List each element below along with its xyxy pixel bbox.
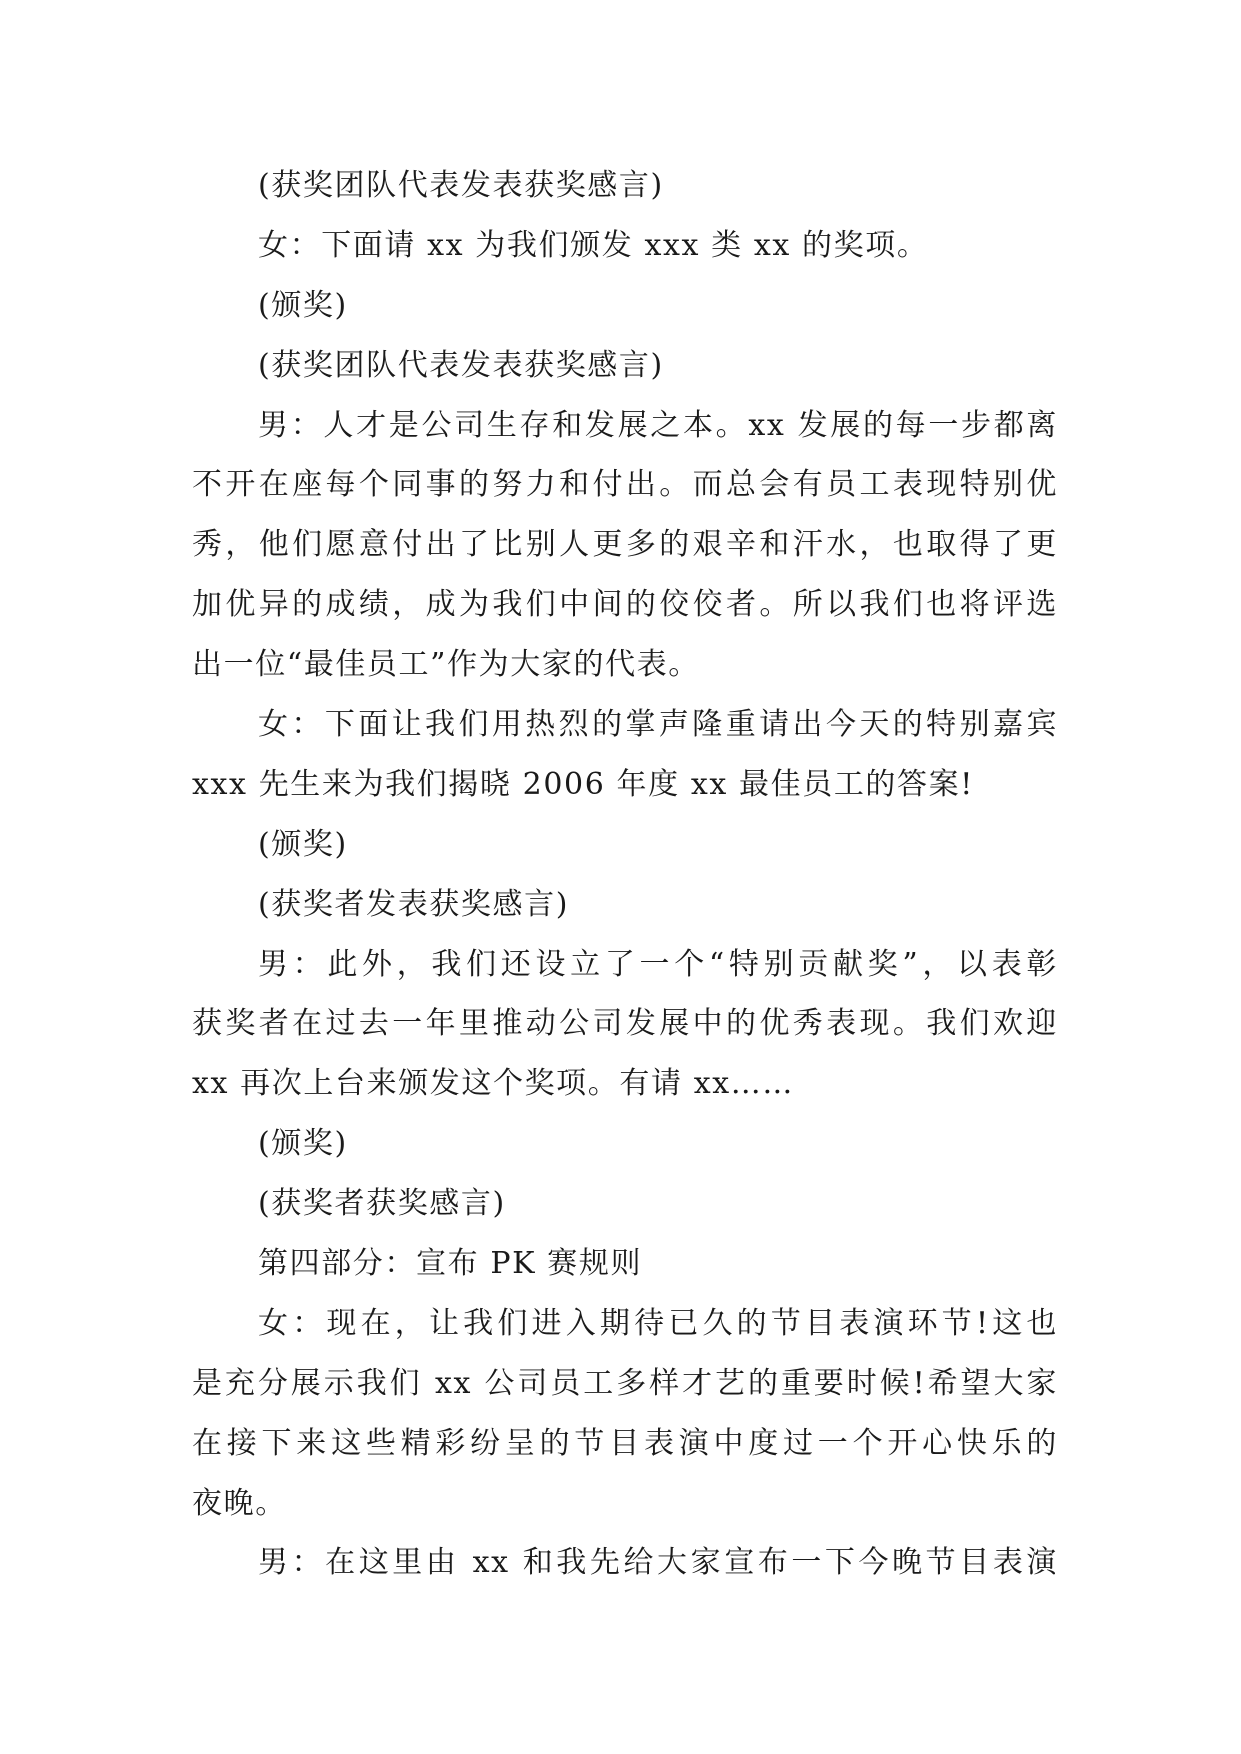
text-line-paragraph-end: 出一位“最佳员工”作为大家的代表。	[192, 647, 700, 683]
section-heading: 第四部分：宣布 PK 赛规则	[258, 1246, 643, 1282]
text-line-paragraph-end: xxx 先生来为我们揭晓 2006 年度 xx 最佳员工的答案!	[192, 766, 974, 802]
text-line-paragraph: 在接下来这些精彩纷呈的节目表演中度过一个开心快乐的	[192, 1425, 1058, 1461]
text-line-paragraph: 不开在座每个同事的努力和付出。而总会有员工表现特别优	[192, 467, 1058, 503]
text-line-paragraph: 是充分展示我们 xx 公司员工多样才艺的重要时候!希望大家	[192, 1365, 1058, 1401]
text-line-winner-speech: (获奖者发表获奖感言)	[258, 886, 570, 922]
text-line-paragraph: 获奖者在过去一年里推动公司发展中的优秀表现。我们欢迎	[192, 1006, 1058, 1042]
text-line-award-ceremony: (颁奖)	[258, 826, 348, 862]
text-line-award-team-speech: (获奖团队代表发表获奖感言)	[258, 347, 664, 383]
text-line-male-host-special-award: 男：此外，我们还设立了一个“特别贡献奖”，以表彰	[258, 946, 1058, 982]
text-line-paragraph-end: 夜晚。	[192, 1485, 287, 1521]
text-line-award-ceremony: (颁奖)	[258, 1126, 348, 1162]
text-line-paragraph-end: xx 再次上台来颁发这个奖项。有请 xx……	[192, 1066, 794, 1102]
text-line-male-host-talent: 男：人才是公司生存和发展之本。xx 发展的每一步都离	[258, 407, 1058, 443]
text-line-paragraph: 秀，他们愿意付出了比别人更多的艰辛和汗水，也取得了更	[192, 527, 1058, 563]
text-line-male-host-rules: 男：在这里由 xx 和我先给大家宣布一下今晚节目表演	[258, 1545, 1058, 1581]
text-line-paragraph: 加优异的成绩，成为我们中间的佼佼者。所以我们也将评选	[192, 587, 1058, 623]
text-line-female-host-guest: 女：下面让我们用热烈的掌声隆重请出今天的特别嘉宾	[258, 707, 1058, 743]
text-line-award-team-speech: (获奖团队代表发表获奖感言)	[258, 168, 664, 203]
document-body	[192, 156, 1058, 1593]
text-line-female-host-show: 女：现在，让我们进入期待已久的节目表演环节!这也	[258, 1305, 1058, 1341]
text-line-award-ceremony: (颁奖)	[258, 287, 348, 323]
text-line-winner-speech: (获奖者获奖感言)	[258, 1186, 506, 1222]
text-line-female-host-presenter: 女：下面请 xx 为我们颁发 xxx 类 xx 的奖项。	[258, 227, 929, 263]
